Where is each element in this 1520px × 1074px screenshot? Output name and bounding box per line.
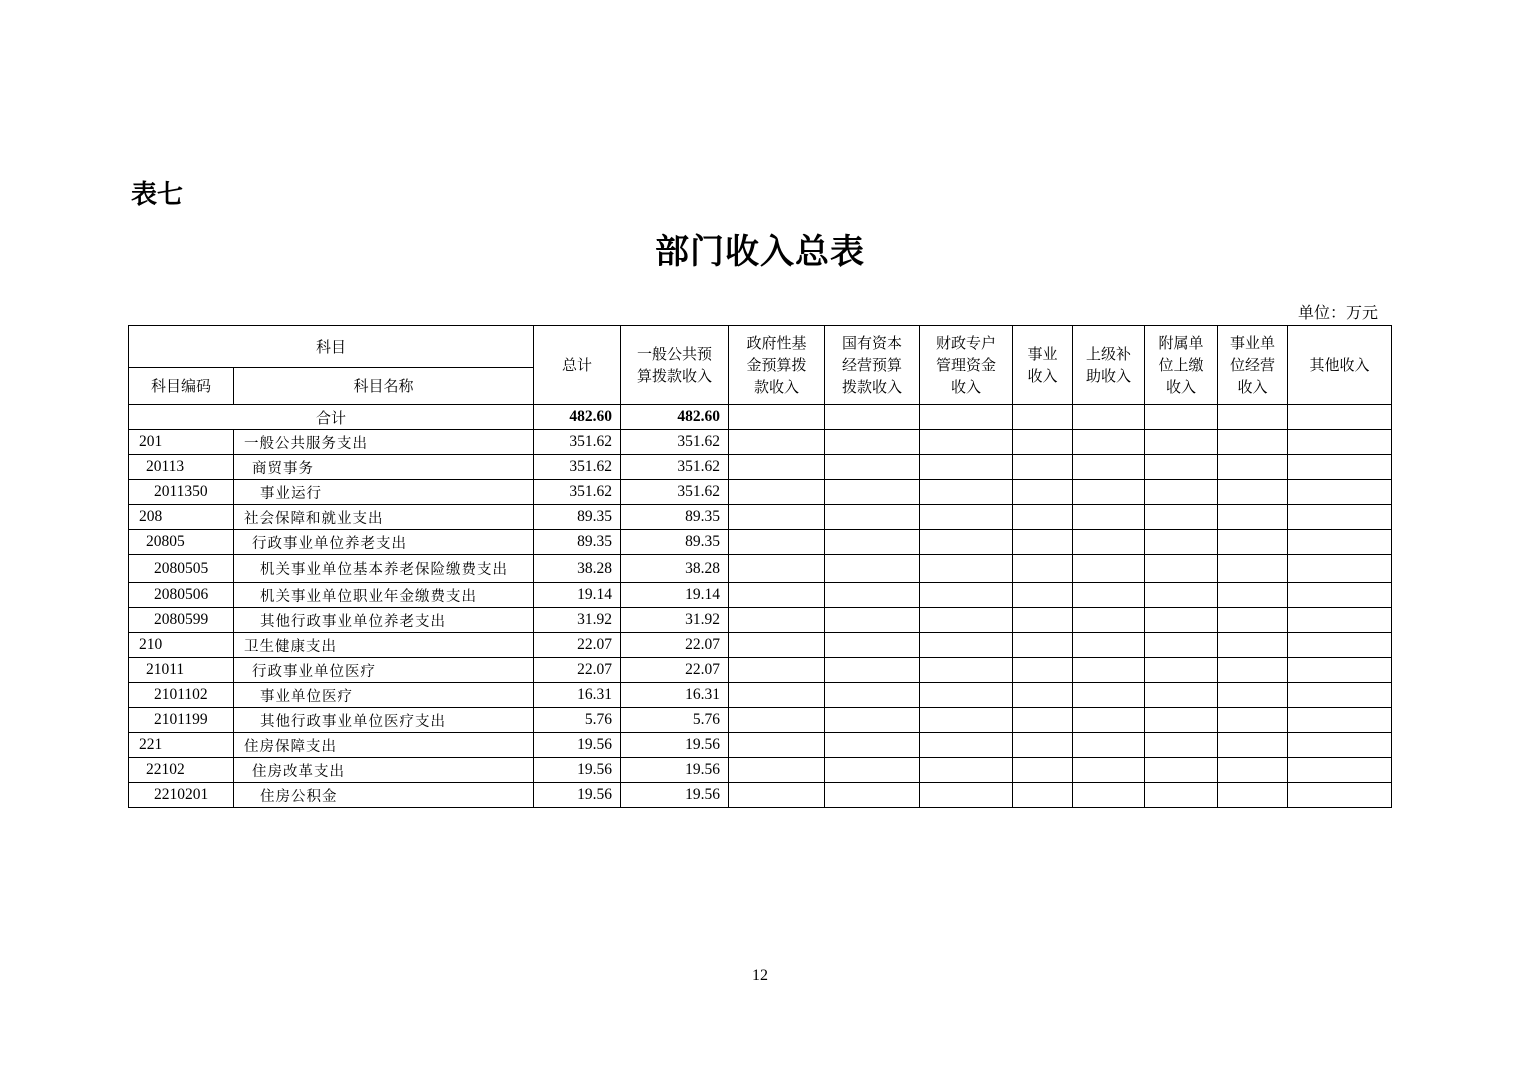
empty-cell — [1218, 783, 1288, 808]
empty-cell — [1073, 583, 1145, 608]
row-general-budget: 89.35 — [621, 530, 729, 555]
table-row — [129, 608, 1392, 633]
empty-cell — [1218, 480, 1288, 505]
table-row — [129, 480, 1392, 505]
row-general-budget: 351.62 — [621, 480, 729, 505]
subject-name: 其他行政事业单位医疗支出 — [234, 708, 534, 733]
subject-code: 2080505 — [129, 555, 234, 583]
empty-cell — [920, 758, 1013, 783]
header-name: 科目名称 — [234, 368, 534, 405]
empty-cell — [1145, 633, 1218, 658]
row-general-budget: 19.14 — [621, 583, 729, 608]
empty-cell — [729, 505, 825, 530]
empty-cell — [1288, 555, 1392, 583]
empty-cell — [1218, 633, 1288, 658]
row-general-budget: 31.92 — [621, 608, 729, 633]
subject-code: 2101102 — [129, 683, 234, 708]
subject-code: 2210201 — [129, 783, 234, 808]
subject-code: 22102 — [129, 758, 234, 783]
empty-cell — [1013, 758, 1073, 783]
empty-cell — [729, 608, 825, 633]
empty-cell — [825, 758, 920, 783]
table-row — [129, 583, 1392, 608]
subject-name: 住房保障支出 — [234, 733, 534, 758]
subject-name: 事业单位医疗 — [234, 683, 534, 708]
subject-name: 一般公共服务支出 — [234, 430, 534, 455]
empty-cell — [1218, 733, 1288, 758]
header-general-budget: 一般公共预算拨款收入 — [621, 326, 729, 405]
row-total: 351.62 — [534, 430, 621, 455]
empty-cell — [1073, 708, 1145, 733]
empty-cell — [729, 783, 825, 808]
row-total: 89.35 — [534, 530, 621, 555]
header-total: 总计 — [534, 326, 621, 405]
empty-cell — [1288, 530, 1392, 555]
empty-cell — [1145, 783, 1218, 808]
empty-cell — [729, 633, 825, 658]
empty-cell — [1288, 758, 1392, 783]
row-general-budget: 19.56 — [621, 758, 729, 783]
empty-cell — [1073, 430, 1145, 455]
empty-cell — [1073, 683, 1145, 708]
header-special-fund: 财政专户管理资金收入 — [920, 326, 1013, 405]
total-row — [129, 405, 1392, 430]
empty-cell — [1013, 608, 1073, 633]
empty-cell — [825, 683, 920, 708]
empty-cell — [1073, 733, 1145, 758]
empty-cell — [1288, 633, 1392, 658]
empty-cell — [729, 480, 825, 505]
subject-code: 201 — [129, 430, 234, 455]
empty-cell — [1218, 608, 1288, 633]
empty-cell — [1145, 583, 1218, 608]
table-row — [129, 455, 1392, 480]
header-other: 其他收入 — [1288, 326, 1392, 405]
empty-cell — [825, 430, 920, 455]
row-general-budget: 351.62 — [621, 455, 729, 480]
subject-name: 事业运行 — [234, 480, 534, 505]
total-general-budget: 482.60 — [621, 405, 729, 430]
row-general-budget: 5.76 — [621, 708, 729, 733]
empty-cell — [825, 608, 920, 633]
empty-cell — [825, 658, 920, 683]
empty-cell — [1013, 530, 1073, 555]
subject-name: 社会保障和就业支出 — [234, 505, 534, 530]
empty-cell — [920, 608, 1013, 633]
empty-cell — [1288, 783, 1392, 808]
empty-cell — [1013, 480, 1073, 505]
subject-name: 住房公积金 — [234, 783, 534, 808]
empty-cell — [1218, 583, 1288, 608]
empty-cell — [1145, 555, 1218, 583]
empty-cell — [825, 555, 920, 583]
empty-cell — [825, 480, 920, 505]
table-row — [129, 530, 1392, 555]
empty-cell — [1073, 783, 1145, 808]
empty-cell — [920, 555, 1013, 583]
row-general-budget: 19.56 — [621, 733, 729, 758]
empty-cell — [729, 455, 825, 480]
subject-code: 2011350 — [129, 480, 234, 505]
row-general-budget: 89.35 — [621, 505, 729, 530]
empty-cell — [920, 683, 1013, 708]
table-row — [129, 430, 1392, 455]
empty-cell — [1218, 455, 1288, 480]
row-general-budget: 22.07 — [621, 658, 729, 683]
empty-cell — [1073, 530, 1145, 555]
empty-cell — [1218, 683, 1288, 708]
empty-cell — [920, 733, 1013, 758]
row-total: 38.28 — [534, 555, 621, 583]
subject-name: 商贸事务 — [234, 455, 534, 480]
empty-cell — [1288, 658, 1392, 683]
empty-cell — [729, 555, 825, 583]
empty-cell — [1145, 530, 1218, 555]
row-general-budget: 38.28 — [621, 555, 729, 583]
empty-cell — [1145, 733, 1218, 758]
header-state-capital: 国有资本经营预算拨款收入 — [825, 326, 920, 405]
subject-code: 2101199 — [129, 708, 234, 733]
empty-cell — [1218, 430, 1288, 455]
empty-cell — [1145, 758, 1218, 783]
empty-cell — [729, 733, 825, 758]
subject-code: 2080599 — [129, 608, 234, 633]
empty-cell — [729, 583, 825, 608]
empty-cell — [920, 455, 1013, 480]
table-row — [129, 658, 1392, 683]
empty-cell — [1145, 683, 1218, 708]
subject-code: 2080506 — [129, 583, 234, 608]
empty-cell — [1288, 505, 1392, 530]
empty-cell — [1073, 758, 1145, 783]
row-total: 16.31 — [534, 683, 621, 708]
unit-label: 单位：万元 — [1298, 303, 1379, 322]
empty-cell — [920, 505, 1013, 530]
header-business: 事业收入 — [1013, 326, 1073, 405]
empty-cell — [729, 708, 825, 733]
subject-code: 221 — [129, 733, 234, 758]
empty-cell — [1013, 455, 1073, 480]
subject-code: 21011 — [129, 658, 234, 683]
table-row — [129, 758, 1392, 783]
subject-code: 210 — [129, 633, 234, 658]
empty-cell — [729, 758, 825, 783]
header-superior-subsidy: 上级补助收入 — [1073, 326, 1145, 405]
empty-cell — [1218, 530, 1288, 555]
row-general-budget: 22.07 — [621, 633, 729, 658]
empty-cell — [1013, 633, 1073, 658]
empty-cell — [1013, 505, 1073, 530]
table-row — [129, 633, 1392, 658]
row-general-budget: 16.31 — [621, 683, 729, 708]
row-total: 5.76 — [534, 708, 621, 733]
empty-cell — [1073, 658, 1145, 683]
empty-cell — [920, 708, 1013, 733]
table-row — [129, 783, 1392, 808]
empty-cell — [1145, 455, 1218, 480]
empty-cell — [1288, 480, 1392, 505]
table-tag: 表七 — [131, 180, 184, 210]
table-row — [129, 505, 1392, 530]
header-subject: 科目 — [129, 326, 534, 368]
empty-cell — [1145, 708, 1218, 733]
empty-cell — [1288, 455, 1392, 480]
empty-cell — [1013, 583, 1073, 608]
empty-cell — [1218, 758, 1288, 783]
empty-cell — [1013, 708, 1073, 733]
empty-cell — [1288, 608, 1392, 633]
row-total: 22.07 — [534, 658, 621, 683]
row-total: 31.92 — [534, 608, 621, 633]
subject-name: 其他行政事业单位养老支出 — [234, 608, 534, 633]
subject-code: 20805 — [129, 530, 234, 555]
empty-cell — [825, 733, 920, 758]
header-code: 科目编码 — [129, 368, 234, 405]
empty-cell — [1013, 430, 1073, 455]
total-total: 482.60 — [534, 405, 621, 430]
empty-cell — [920, 530, 1013, 555]
empty-cell — [920, 658, 1013, 683]
empty-cell — [1073, 633, 1145, 658]
empty-cell — [1288, 708, 1392, 733]
table-row — [129, 683, 1392, 708]
empty-cell — [1145, 480, 1218, 505]
empty-cell — [1013, 683, 1073, 708]
subject-name: 行政事业单位医疗 — [234, 658, 534, 683]
empty-cell — [1218, 708, 1288, 733]
empty-cell — [1288, 583, 1392, 608]
subject-name: 机关事业单位职业年金缴费支出 — [234, 583, 534, 608]
row-total: 19.56 — [534, 783, 621, 808]
empty-cell — [1013, 658, 1073, 683]
empty-cell — [1288, 733, 1392, 758]
row-general-budget: 351.62 — [621, 430, 729, 455]
row-total: 351.62 — [534, 455, 621, 480]
empty-cell — [920, 480, 1013, 505]
empty-cell — [920, 783, 1013, 808]
empty-cell — [1073, 505, 1145, 530]
empty-cell — [1145, 658, 1218, 683]
empty-cell — [1145, 505, 1218, 530]
total-label: 合计 — [129, 405, 534, 430]
empty-cell — [825, 708, 920, 733]
empty-cell — [1073, 480, 1145, 505]
empty-cell — [729, 683, 825, 708]
empty-cell — [825, 530, 920, 555]
subject-code: 208 — [129, 505, 234, 530]
header-affiliated: 附属单位上缴收入 — [1145, 326, 1218, 405]
empty-cell — [1145, 430, 1218, 455]
empty-cell — [1073, 608, 1145, 633]
empty-cell — [825, 505, 920, 530]
empty-cell — [825, 583, 920, 608]
empty-cell — [920, 583, 1013, 608]
empty-cell — [1218, 658, 1288, 683]
row-total: 19.56 — [534, 733, 621, 758]
table-row — [129, 555, 1392, 583]
row-total: 89.35 — [534, 505, 621, 530]
empty-cell — [1073, 455, 1145, 480]
empty-cell — [825, 783, 920, 808]
empty-cell — [1288, 683, 1392, 708]
subject-name: 住房改革支出 — [234, 758, 534, 783]
header-gov-fund: 政府性基金预算拨款收入 — [729, 326, 825, 405]
empty-cell — [729, 530, 825, 555]
row-total: 22.07 — [534, 633, 621, 658]
income-summary-table — [128, 325, 1392, 808]
subject-name: 卫生健康支出 — [234, 633, 534, 658]
empty-cell — [1145, 608, 1218, 633]
row-general-budget: 19.56 — [621, 783, 729, 808]
page-number: 12 — [752, 967, 768, 984]
empty-cell — [825, 633, 920, 658]
header-operating: 事业单位经营收入 — [1218, 326, 1288, 405]
empty-cell — [825, 455, 920, 480]
empty-cell — [920, 430, 1013, 455]
page-title: 部门收入总表 — [655, 232, 865, 272]
row-total: 19.56 — [534, 758, 621, 783]
empty-cell — [1218, 555, 1288, 583]
table-row — [129, 733, 1392, 758]
empty-cell — [1013, 733, 1073, 758]
subject-name: 机关事业单位基本养老保险缴费支出 — [234, 555, 534, 583]
empty-cell — [920, 633, 1013, 658]
empty-cell — [1013, 783, 1073, 808]
empty-cell — [1013, 555, 1073, 583]
empty-cell — [1218, 505, 1288, 530]
empty-cell — [729, 658, 825, 683]
subject-code: 20113 — [129, 455, 234, 480]
empty-cell — [1288, 430, 1392, 455]
row-total: 19.14 — [534, 583, 621, 608]
subject-name: 行政事业单位养老支出 — [234, 530, 534, 555]
empty-cell — [1073, 555, 1145, 583]
table-row — [129, 708, 1392, 733]
row-total: 351.62 — [534, 480, 621, 505]
empty-cell — [729, 430, 825, 455]
